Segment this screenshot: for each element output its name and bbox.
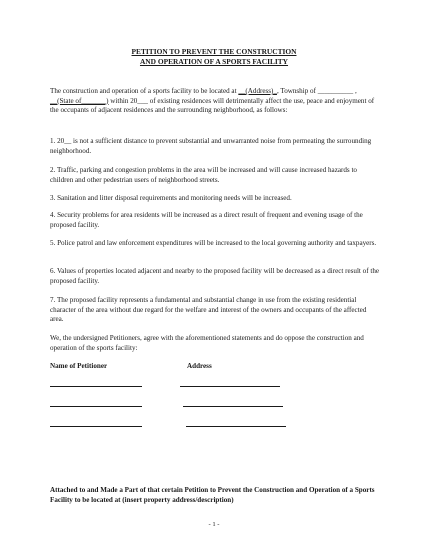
item-5: 5. Police patrol and law enforcement expenditures will be increased to the local governing authority and taxpayers. [50, 239, 377, 247]
address-field: __(Address)_ [238, 87, 277, 95]
signature-address-line-2[interactable] [183, 406, 283, 407]
intro-paragraph [50, 87, 380, 116]
intro-text-3: , [353, 87, 357, 95]
item-2: 2. Traffic, parking and congestion problems in the area will be increased and will cause increased hazards to children and other pedestrian users of neighborhood streets. [50, 166, 357, 184]
item-1: 1. 20__ is not a sufficient distance to prevent substantial and unwarranted noise from permeating the surrounding neighborhood. [50, 137, 372, 155]
page-number: - 1 - [208, 521, 220, 528]
intro-text-4: within 20___ of existing residences will detrimentally affect the use, peace and enjoyment of the occupants of adjacent residences and the surrounding neighborhood, as follows: [50, 96, 375, 115]
attachment-note: Attached to and Made a Part of that certain Petition to Prevent the Construction and Operation of a Sports Facility to be located at (insert property address/description) [50, 486, 375, 504]
intro-text-1: The construction and operation of a sports facility to be located at [50, 87, 239, 95]
item-3: 3. Sanitation and litter disposal requirements and monitoring needs will be increased. [50, 194, 292, 202]
intro-text-2: , Township of [276, 87, 318, 95]
township-blank: __________ [317, 87, 354, 95]
name-column-heading: Name of Petitioner [50, 362, 108, 370]
signature-name-line-2[interactable] [50, 406, 142, 407]
signature-name-line-3[interactable] [50, 426, 142, 427]
state-field: __(State of_______) [50, 96, 109, 105]
item-6: 6. Values of properties located adjacent and nearby to the proposed facility will be decreased as a direct result of the proposed facility. [50, 267, 380, 285]
item-7: 7. The proposed facility represents a fundamental and substantial change in use from the existing residential character of the area without due regard for the welfare and interest of the owners and occupants of the affected area. [50, 296, 367, 324]
signature-name-line-1[interactable] [50, 386, 142, 387]
item-4: 4. Security problems for area residents will be increased as a direct result of frequent and evening usage of the proposed facility. [50, 211, 363, 229]
document-title-line-1: PETITION TO PREVENT THE CONSTRUCTION [131, 47, 297, 56]
closing-paragraph: We, the undersigned Petitioners, agree with the aforementioned statements and do oppose the construction and operation of the sports facility: [50, 334, 364, 352]
signature-address-line-3[interactable] [186, 426, 286, 427]
address-column-heading: Address [187, 362, 212, 370]
signature-address-line-1[interactable] [180, 386, 280, 387]
document-title-line-2: AND OPERATION OF A SPORTS FACILITY [139, 57, 289, 66]
